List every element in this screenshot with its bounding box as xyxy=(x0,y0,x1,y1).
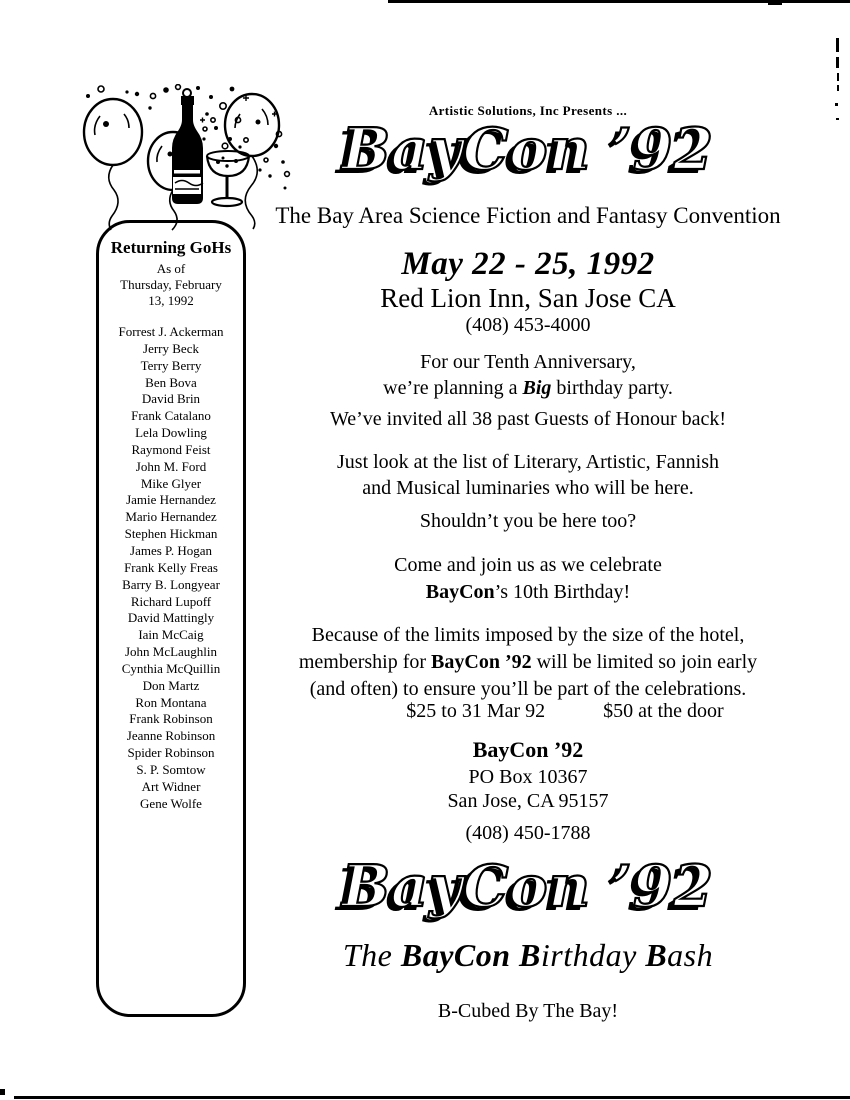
luminaries-paragraph xyxy=(258,449,798,501)
anniversary-paragraph xyxy=(258,349,798,401)
bash-ash: ash xyxy=(667,937,714,973)
celebrate-baycon-bold: BayCon xyxy=(425,581,495,603)
membership-paragraph xyxy=(258,622,798,703)
goh-name: Iain McCaig xyxy=(138,627,204,643)
scan-artifact-right-dash-4 xyxy=(837,85,839,91)
goh-name: Jerry Beck xyxy=(143,340,199,356)
celebrate-line-1: Come and join us as we celebrate xyxy=(394,554,662,576)
scan-artifact-right-dash-3 xyxy=(837,73,839,81)
gohs-as-of-line: 13, 1992 xyxy=(148,293,194,308)
goh-name: John M. Ford xyxy=(135,458,207,474)
goh-name: Mario Hernandez xyxy=(125,509,217,525)
goh-name: John McLaughlin xyxy=(124,644,218,660)
goh-name: S. P. Somtow xyxy=(136,761,206,777)
goh-name: Terry Berry xyxy=(140,357,202,373)
goh-name: David Brin xyxy=(141,391,201,407)
membership-line-2-post: will be limited so join early xyxy=(531,651,758,673)
price-early: $25 to 31 Mar 92 xyxy=(406,700,546,722)
goh-name: Jamie Hernandez xyxy=(126,492,216,508)
gohs-title: Returning GoHs xyxy=(110,238,232,257)
goh-name: James P. Hogan xyxy=(130,542,212,558)
scan-artifact-right-dot-2 xyxy=(836,118,839,120)
contact-phone: (408) 450-1788 xyxy=(465,822,591,844)
goh-name: Don Martz xyxy=(142,677,200,693)
birthday-bash-line xyxy=(258,937,798,974)
price-door: $50 at the door xyxy=(603,700,724,722)
contact-po-box: PO Box 10367 xyxy=(468,766,588,788)
contact-address xyxy=(258,765,798,813)
goh-name: Mike Glyer xyxy=(140,475,202,491)
event-dates: May 22 - 25, 1992 xyxy=(401,246,655,282)
goh-name: Ben Bova xyxy=(145,374,197,390)
goh-name: Richard Lupoff xyxy=(130,593,212,609)
contact-city: San Jose, CA 95157 xyxy=(447,790,609,812)
price-row xyxy=(295,700,835,723)
returning-gohs-box xyxy=(96,220,246,1017)
scan-artifact-bottom-mark xyxy=(0,1089,5,1095)
event-venue: Red Lion Inn, San Jose CA xyxy=(380,283,676,313)
goh-name: David Mattingly xyxy=(127,610,215,626)
anniversary-line-2 xyxy=(258,375,798,401)
main-title: BayCon ’92 xyxy=(341,116,715,183)
footer-title: BayCon ’92 xyxy=(341,853,715,920)
celebrate-line-2-rest: ’s 10th Birthday! xyxy=(494,581,631,603)
goh-name: Art Widner xyxy=(141,778,201,794)
scan-artifact-right-dot-1 xyxy=(835,103,838,106)
goh-name: Frank Kelly Freas xyxy=(124,559,218,575)
goh-name: Lela Dowling xyxy=(135,425,207,441)
goh-name: Ron Montana xyxy=(135,694,207,710)
gohs-as-of-date xyxy=(99,261,243,309)
celebrate-line-2 xyxy=(258,579,798,606)
membership-line-3: (and often) to ensure you’ll be part of the celebrations. xyxy=(309,678,747,700)
bash-baycon-bold: BayCon xyxy=(400,937,511,973)
gohs-as-of-line: As of xyxy=(156,261,186,276)
gohs-as-of-line: Thursday, February xyxy=(120,277,222,292)
question-line: Shouldn’t you be here too? xyxy=(419,510,637,532)
membership-line-1: Because of the limits imposed by the size of the hotel, xyxy=(311,624,745,646)
goh-name: Gene Wolfe xyxy=(140,795,202,811)
goh-name: Forrest J. Ackerman xyxy=(118,324,224,339)
scan-artifact-top-mark xyxy=(768,3,782,5)
bash-b-bash: B xyxy=(645,937,668,973)
goh-name: Cynthia McQuillin xyxy=(121,660,221,676)
venue-phone: (408) 453-4000 xyxy=(465,314,591,336)
presenter-line: Artistic Solutions, Inc Presents ... xyxy=(428,103,628,118)
goh-name: Stephen Hickman xyxy=(124,526,218,542)
luminaries-line-2: and Musical luminaries who will be here. xyxy=(362,477,694,499)
goh-name: Spider Robinson xyxy=(127,745,215,761)
scan-artifact-bottom-line xyxy=(14,1096,850,1099)
anniversary-line-1: For our Tenth Anniversary, xyxy=(420,351,636,373)
scan-artifact-right-dash-1 xyxy=(836,38,839,52)
goh-name: Frank Robinson xyxy=(129,711,213,727)
scan-artifact-right-dash-2 xyxy=(836,57,839,68)
membership-baycon-bold: BayCon ’92 xyxy=(431,651,532,673)
bash-the: The xyxy=(342,937,401,973)
luminaries-line-1: Just look at the list of Literary, Artistic, Fannish xyxy=(337,451,719,473)
goh-name: Raymond Feist xyxy=(131,441,211,457)
goh-name: Jeanne Robinson xyxy=(126,728,216,744)
gohs-name-list xyxy=(99,324,243,812)
anniversary-line-2-post: birthday party. xyxy=(551,377,673,399)
contact-name: BayCon ’92 xyxy=(472,737,584,762)
goh-name: Frank Catalano xyxy=(131,408,211,424)
bash-irthday: irthday xyxy=(540,937,646,973)
bash-b-birthday: B xyxy=(510,937,541,973)
invited-line: We’ve invited all 38 past Guests of Honour back! xyxy=(329,408,727,430)
b-cubed-tagline: B-Cubed By The Bay! xyxy=(437,1000,619,1022)
goh-name: Barry B. Longyear xyxy=(122,576,220,592)
celebrate-paragraph xyxy=(258,552,798,606)
convention-subtitle: The Bay Area Science Fiction and Fantasy Convention xyxy=(275,203,781,228)
anniversary-big-emphasis: Big xyxy=(522,377,552,399)
anniversary-line-2-pre: we’re planning a xyxy=(383,377,523,399)
membership-line-2-pre: membership for xyxy=(298,651,432,673)
membership-line-2 xyxy=(258,649,798,676)
